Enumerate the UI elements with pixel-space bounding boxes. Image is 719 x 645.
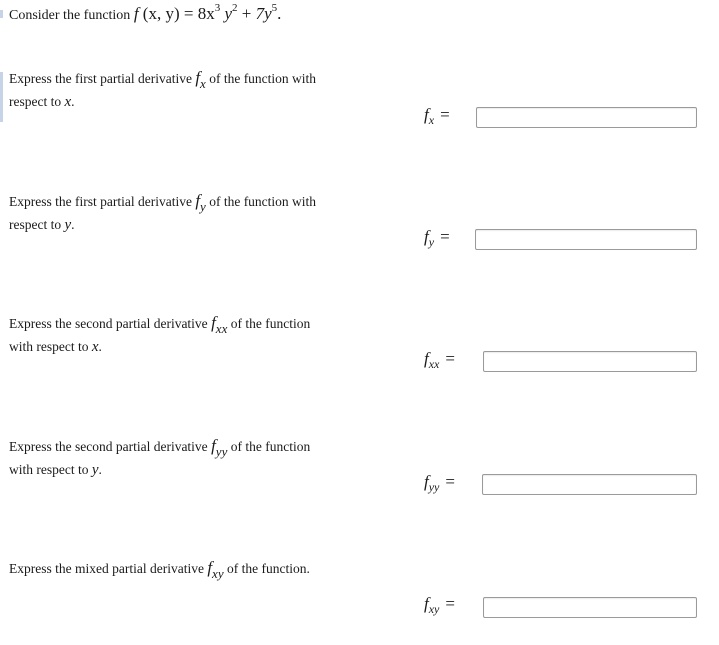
- question-variable: x: [91, 339, 99, 355]
- label-fyy: [424, 472, 455, 492]
- plus-sign: +: [241, 4, 252, 23]
- question-variable: x: [64, 94, 72, 110]
- question-fx: [9, 66, 369, 114]
- label-subscript: xy: [428, 602, 440, 616]
- label-equals: =: [445, 472, 455, 491]
- term2: 7y: [255, 4, 272, 23]
- question-text-after: of the function with: [209, 194, 317, 209]
- question-text-after: of the function: [230, 439, 311, 454]
- label-equals: =: [440, 227, 450, 246]
- term1-coef: 8x: [197, 4, 215, 23]
- question-period: .: [98, 462, 102, 477]
- question-variable: y: [64, 217, 72, 233]
- derivative-symbol: f: [207, 558, 213, 577]
- equals-sign: =: [183, 4, 194, 23]
- label-symbol: f: [424, 105, 429, 124]
- label-symbol: f: [424, 472, 429, 491]
- derivative-subscript: yy: [215, 444, 228, 459]
- question-text-after: of the function with: [209, 71, 317, 86]
- question-fyy: [9, 434, 369, 482]
- label-subscript: yy: [428, 480, 440, 494]
- label-equals: =: [445, 594, 455, 613]
- question-text: Express the first partial derivative: [9, 71, 192, 86]
- derivative-symbol: f: [211, 436, 216, 455]
- label-symbol: f: [424, 349, 429, 368]
- question-period: .: [98, 339, 102, 354]
- answer-input-fy[interactable]: [475, 229, 697, 250]
- label-fxx: [424, 349, 455, 369]
- derivative-symbol: f: [211, 313, 216, 332]
- problem-statement: [9, 4, 281, 24]
- function-formula: [134, 4, 282, 23]
- question-text-after: of the function.: [226, 561, 310, 576]
- question-fxy: [9, 556, 369, 580]
- period: .: [277, 4, 282, 23]
- question-fy: [9, 189, 369, 237]
- term1-y-exp: 2: [232, 2, 238, 14]
- label-fy: [424, 227, 450, 247]
- derivative-symbol: f: [195, 68, 201, 87]
- question-line2: with respect to: [9, 339, 89, 354]
- label-equals: =: [440, 105, 450, 124]
- derivative-subscript: xx: [215, 321, 228, 336]
- label-subscript: x: [428, 113, 435, 127]
- label-subscript: xx: [428, 357, 440, 371]
- function-args: (x, y): [142, 4, 180, 23]
- answer-input-fx[interactable]: [476, 107, 697, 128]
- question-text: Express the second partial derivative: [9, 316, 208, 331]
- gutter-mark: [0, 10, 3, 18]
- label-symbol: f: [424, 594, 429, 613]
- label-fxy: [424, 594, 455, 614]
- derivative-symbol: f: [195, 191, 201, 210]
- question-period: .: [71, 217, 75, 232]
- term1-exp: 3: [214, 2, 221, 14]
- answer-input-fxx[interactable]: [483, 351, 697, 372]
- question-fxx: [9, 311, 369, 359]
- term1-y: y: [224, 4, 233, 23]
- intro-text: Consider the function: [9, 8, 131, 23]
- function-symbol: f: [133, 4, 139, 23]
- term2-exp: 5: [271, 2, 278, 14]
- question-period: .: [71, 94, 75, 109]
- label-equals: =: [445, 349, 455, 368]
- gutter-mark: [0, 72, 3, 122]
- derivative-subscript: x: [200, 76, 206, 91]
- question-line2: respect to: [9, 94, 62, 109]
- question-variable: y: [91, 462, 99, 478]
- question-text: Express the second partial derivative: [9, 439, 208, 454]
- label-symbol: f: [424, 227, 429, 246]
- question-text-after: of the function: [230, 316, 311, 331]
- question-text: Express the mixed partial derivative: [9, 561, 204, 576]
- label-subscript: y: [428, 235, 435, 249]
- question-line2: respect to: [9, 217, 62, 232]
- derivative-subscript: y: [200, 199, 206, 214]
- answer-input-fxy[interactable]: [483, 597, 697, 618]
- answer-input-fyy[interactable]: [482, 474, 697, 495]
- question-text: Express the first partial derivative: [9, 194, 192, 209]
- question-line2: with respect to: [9, 462, 89, 477]
- label-fx: [424, 105, 450, 125]
- derivative-subscript: xy: [212, 566, 224, 581]
